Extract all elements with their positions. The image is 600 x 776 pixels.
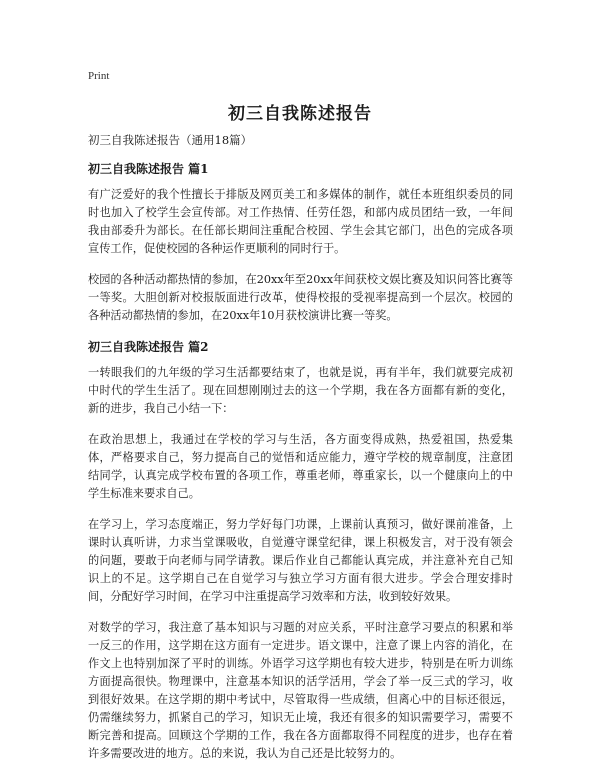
section-1 — [88, 160, 513, 325]
section-heading: 初三自我陈述报告 篇1 — [88, 162, 209, 176]
print-link[interactable]: Print — [88, 70, 110, 82]
paragraph: 在学习上，学习态度端正，努力学好每门功课，上课前认真预习，做好课前准备，上课时认真听讲，力求当堂课吸收，自觉遵守课堂纪律，课上积极发言，对于没有领会的问题，要敢于向老师与同学请教。课后作业自己都能认真完成，并注意补充自己知识上的不足。这学期自己在自觉学习与独立学习方面有很大进步。学会合理安排时间，分配好学习时间，在学习中注重提高学习效率和方法，收到较好效果。 — [88, 518, 513, 603]
paragraph: 校园的各种活动都热情的参加，在20xx年至20xx年间获校文娱比赛及知识问答比赛等一等奖。大胆创新对校报版面进行改革，使得校报的受视率提高到一个层次。校园的各种活动都热情的参加，在20xx年10月获校演讲比赛一等奖。 — [88, 273, 513, 322]
paragraph: 在政治思想上，我通过在学校的学习与生活，各方面变得成熟，热爱祖国，热爱集体，严格要求自己，努力提高自己的觉悟和适应能力，遵守学校的规章制度，注意团结同学，认真完成学校布置的各项工作，尊重老师，尊重家长，以一个健康向上的中学生标准来要求自己。 — [88, 433, 513, 500]
document-title: 初三自我陈述报告 — [228, 104, 372, 124]
section-2 — [88, 338, 513, 763]
paragraph: 有广泛爱好的我个性擅长于排版及网页美工和多媒体的制作，就任本班组织委员的同时也加入了校学生会宣传部。对工作热情、任劳任怨，和部内成员团结一致，一年间我由部委升为部长。在任部长期间注重配合校园、学生会其它部门，出色的完成各项宣传工作，促使校园的各种运作更顺利的同时行于。 — [88, 188, 513, 255]
section-heading: 初三自我陈述报告 篇2 — [88, 340, 209, 354]
document-subtitle: 初三自我陈述报告（通用18篇） — [88, 133, 253, 147]
document-body — [88, 131, 513, 776]
paragraph: 一转眼我们的九年级的学习生活都要结束了，也就是说，再有半年，我们就要完成初中时代的学生生活了。现在回想刚刚过去的这一个学期，我在各方面都有新的变化，新的进步，我自己小结一下： — [88, 366, 513, 415]
paragraph: 对数学的学习，我注意了基本知识与习题的对应关系，平时注意学习要点的积累和举一反三的作用，这学期在这方面有一定进步。语文课中，注意了课上内容的消化，在作文上也特别加深了平时的训练。外语学习这学期也有较大进步，特别是在听力训练方面提高很快。物理课中，注意基本知识的活学活用，学会了举一反三式的学习，收到很好效果。在这学期的期中考试中，尽管取得一些成绩，但离心中的目标还很远，仍需继续努力，抓紧自己的学习，知识无止境，我还有很多的知识需要学习，需要不断完善和提高。回顾这个学期的工作，我在各方面都取得不同程度的进步，也存在着许多需要改进的地方。总的来说，我认为自己还是比较努力的。 — [88, 621, 513, 760]
